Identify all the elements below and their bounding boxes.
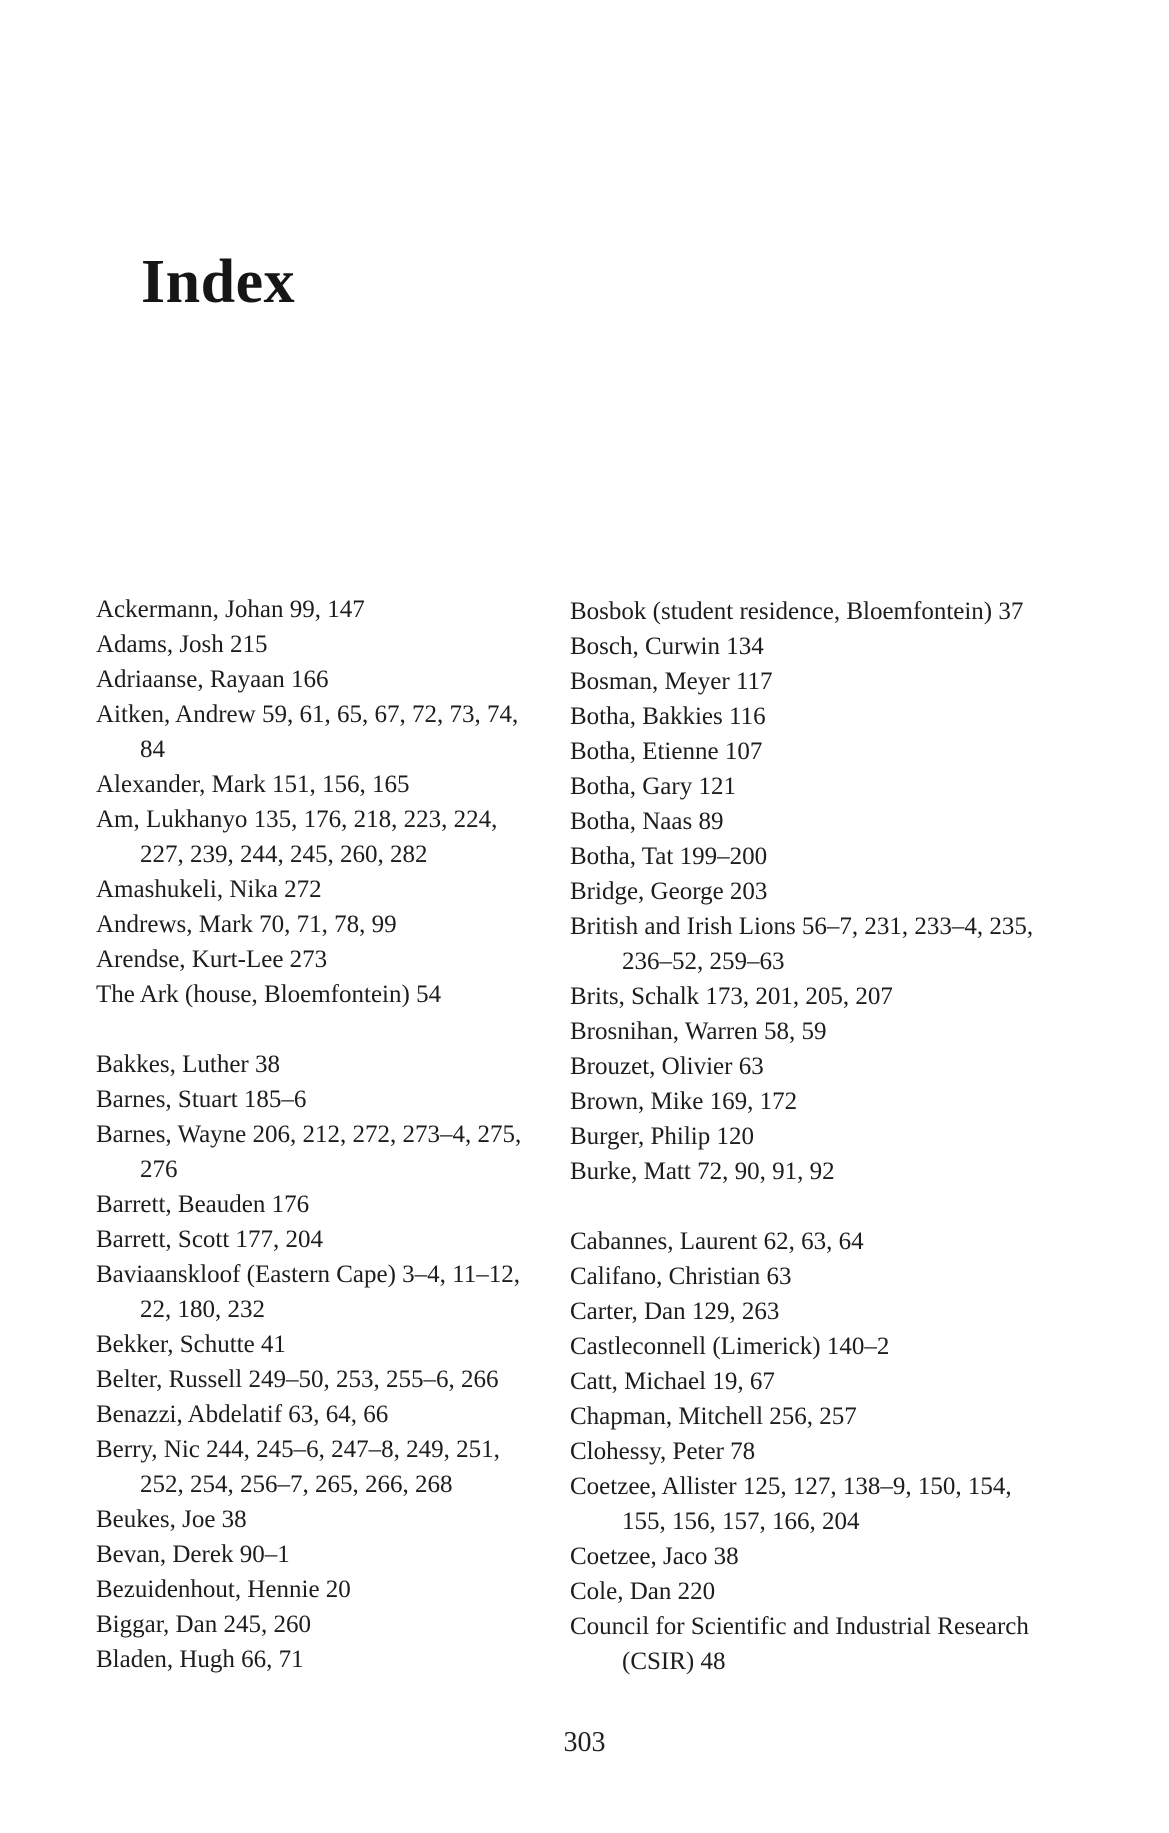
index-entry: Catt, Michael 19, 67: [570, 1368, 775, 1395]
index-entry: Bosbok (student residence, Bloemfontein) 37: [570, 598, 1024, 625]
index-entry: Brosnihan, Warren 58, 59: [570, 1018, 827, 1045]
index-entry: Beukes, Joe 38: [96, 1506, 247, 1533]
index-entry: Brouzet, Olivier 63: [570, 1053, 764, 1080]
index-entry: The Ark (house, Bloemfontein) 54: [96, 981, 442, 1008]
index-column-left: [96, 592, 536, 1677]
index-entry: Botha, Tat 199–200: [570, 843, 768, 870]
index-entry: Bosch, Curwin 134: [570, 633, 764, 660]
index-entry: Barnes, Wayne 206, 212, 272, 273–4, 275, 276: [96, 1121, 522, 1183]
index-entry: Coetzee, Allister 125, 127, 138–9, 150, 154, 155, 156, 157, 166, 204: [570, 1473, 1012, 1535]
index-entry: Council for Scientific and Industrial Research (CSIR) 48: [570, 1613, 1029, 1675]
index-entry: Burke, Matt 72, 90, 91, 92: [570, 1158, 835, 1185]
index-entry: Arendse, Kurt-Lee 273: [96, 946, 328, 973]
index-entry: Cabannes, Laurent 62, 63, 64: [570, 1228, 864, 1255]
index-letter-group: [570, 594, 1050, 1189]
index-entry: Bezuidenhout, Hennie 20: [96, 1576, 351, 1603]
index-letter-group: [96, 592, 536, 1012]
index-entry: Castleconnell (Limerick) 140–2: [570, 1333, 890, 1360]
index-entry: Botha, Etienne 107: [570, 738, 763, 765]
index-entry: Barnes, Stuart 185–6: [96, 1086, 307, 1113]
index-entry: Belter, Russell 249–50, 253, 255–6, 266: [96, 1366, 499, 1393]
page-number: 303: [563, 1727, 606, 1758]
index-entry: Biggar, Dan 245, 260: [96, 1611, 311, 1638]
index-entry: Carter, Dan 129, 263: [570, 1298, 780, 1325]
index-entry: Am, Lukhanyo 135, 176, 218, 223, 224, 227, 239, 244, 245, 260, 282: [96, 806, 498, 868]
index-entry: Bosman, Meyer 117: [570, 668, 773, 695]
index-entry: Clohessy, Peter 78: [570, 1438, 756, 1465]
index-entry: Bekker, Schutte 41: [96, 1331, 286, 1358]
index-entry: Botha, Naas 89: [570, 808, 724, 835]
index-entry: Andrews, Mark 70, 71, 78, 99: [96, 911, 397, 938]
index-heading: Index: [141, 248, 296, 316]
index-entry: Cole, Dan 220: [570, 1578, 716, 1605]
index-entry: Barrett, Scott 177, 204: [96, 1226, 324, 1253]
index-entry: Barrett, Beauden 176: [96, 1191, 310, 1218]
index-entry: Adriaanse, Rayaan 166: [96, 666, 329, 693]
index-entry: Burger, Philip 120: [570, 1123, 754, 1150]
index-letter-group: [96, 1047, 536, 1677]
index-entry: Benazzi, Abdelatif 63, 64, 66: [96, 1401, 389, 1428]
index-entry: Amashukeli, Nika 272: [96, 876, 322, 903]
index-entry: Bevan, Derek 90–1: [96, 1541, 290, 1568]
index-entry: British and Irish Lions 56–7, 231, 233–4, 235, 236–52, 259–63: [570, 913, 1034, 975]
index-entry: Baviaanskloof (Eastern Cape) 3–4, 11–12, 22, 180, 232: [96, 1261, 520, 1323]
index-entry: Alexander, Mark 151, 156, 165: [96, 771, 410, 798]
index-entry: Coetzee, Jaco 38: [570, 1543, 739, 1570]
index-column-right: [570, 594, 1050, 1679]
index-entry: Brits, Schalk 173, 201, 205, 207: [570, 983, 893, 1010]
index-entry: Chapman, Mitchell 256, 257: [570, 1403, 857, 1430]
index-entry: Ackermann, Johan 99, 147: [96, 596, 365, 623]
index-entry: Aitken, Andrew 59, 61, 65, 67, 72, 73, 74, 84: [96, 701, 519, 763]
index-entry: Brown, Mike 169, 172: [570, 1088, 798, 1115]
index-entry: Botha, Bakkies 116: [570, 703, 766, 730]
index-entry: Adams, Josh 215: [96, 631, 268, 658]
index-entry: Bladen, Hugh 66, 71: [96, 1646, 304, 1673]
index-entry: Bakkes, Luther 38: [96, 1051, 280, 1078]
index-entry: Berry, Nic 244, 245–6, 247–8, 249, 251, 252, 254, 256–7, 265, 266, 268: [96, 1436, 500, 1498]
index-entry: Califano, Christian 63: [570, 1263, 792, 1290]
index-entry: Bridge, George 203: [570, 878, 768, 905]
index-entry: Botha, Gary 121: [570, 773, 736, 800]
index-letter-group: [570, 1224, 1050, 1679]
